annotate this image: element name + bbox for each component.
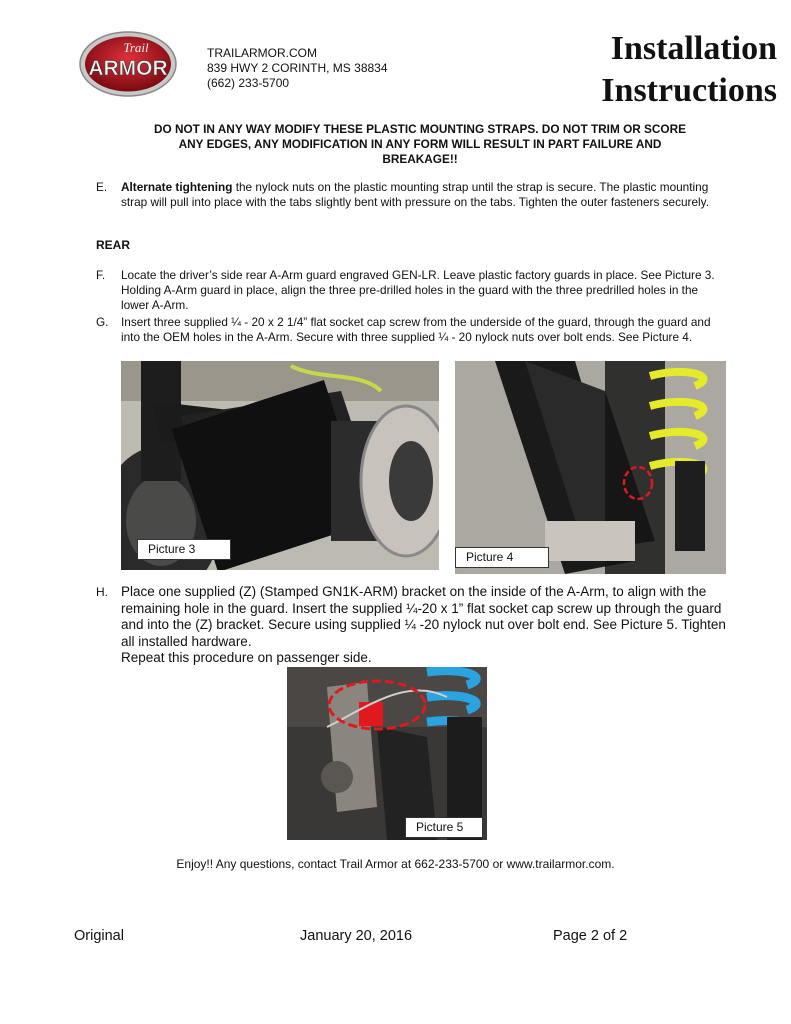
footer-date: January 20, 2016 — [300, 928, 413, 944]
trail-armor-logo — [78, 30, 178, 98]
warning-line-2: ANY EDGES, ANY MODIFICATION IN ANY FORM WILL RESULT IN PART FAILURE AND — [178, 137, 662, 151]
footer-page-number: Page 2 of 2 — [553, 928, 628, 944]
footer-left: Original — [74, 928, 124, 944]
logo-text-main: ARMOR — [88, 57, 168, 80]
picture-4-caption: Picture 4 — [455, 547, 549, 568]
warning-notice — [110, 122, 730, 167]
section-heading-rear: REAR — [96, 238, 131, 252]
step-e-text: the nylock nuts on the plastic mounting strap until the strap is secure. The plastic mounting strap will pull into place with the tabs slightly bent with pressure on the tabs. Tighten the outer fasteners securely. — [121, 180, 709, 209]
picture-3-caption: Picture 3 — [137, 539, 231, 560]
step-h-text-2: Repeat this procedure on passenger side. — [121, 650, 372, 665]
step-letter: E. — [96, 180, 108, 194]
company-site: TRAILARMOR.COM — [207, 46, 318, 60]
company-info — [207, 46, 388, 91]
step-letter: F. — [96, 268, 106, 282]
step-f-text: Locate the driver’s side rear A-Arm guard engraved GEN-LR. Leave plastic factory guards in place. See Picture 3. Holding A-Arm guard in place, align the three pre-drilled holes in the guard with the three predrilled holes in the lower A-Arm. — [121, 268, 715, 312]
title-line-1: Installation — [610, 30, 777, 67]
step-e-bold: Alternate tightening — [121, 180, 233, 194]
contact-note: Enjoy!! Any questions, contact Trail Armor at 662-233-5700 or www.trailarmor.com. — [176, 857, 615, 871]
picture-5-caption: Picture 5 — [405, 817, 483, 838]
page-title — [601, 28, 777, 112]
step-h — [96, 584, 726, 667]
step-letter: H. — [96, 585, 108, 599]
step-f — [96, 268, 726, 313]
company-address: 839 HWY 2 CORINTH, MS 38834 — [207, 61, 388, 75]
step-g — [96, 315, 726, 345]
step-e — [96, 180, 726, 210]
picture-5-photo — [287, 667, 487, 840]
step-letter: G. — [96, 315, 109, 329]
step-g-text: Insert three supplied ¼ - 20 x 2 1/4” flat socket cap screw from the underside of the guard, through the guard and into the OEM holes in the A-Arm. Secure with three supplied ¼ - 20 nylock nuts over bolt ends. See Picture 4. — [121, 315, 711, 344]
title-line-2: Instructions — [601, 72, 777, 109]
picture-4-photo — [455, 361, 726, 574]
warning-line-3: BREAKAGE!! — [382, 152, 458, 166]
company-phone: (662) 233-5700 — [207, 76, 290, 90]
warning-line-1: DO NOT IN ANY WAY MODIFY THESE PLASTIC MOUNTING STRAPS. DO NOT TRIM OR SCORE — [154, 122, 686, 136]
step-h-text: Place one supplied (Z) (Stamped GN1K-ARM) bracket on the inside of the A-Arm, to align with the remaining hole in the guard. Insert the supplied ¼-20 x 1” flat socket cap screw up through the guard and into the (Z) bracket. Secure using supplied ¼ -20 nylock nut over bolt end. See Picture 5. Tighten all installed hardware. — [121, 584, 726, 649]
picture-3-photo — [121, 361, 439, 570]
logo-text-top: Trail — [123, 40, 149, 55]
